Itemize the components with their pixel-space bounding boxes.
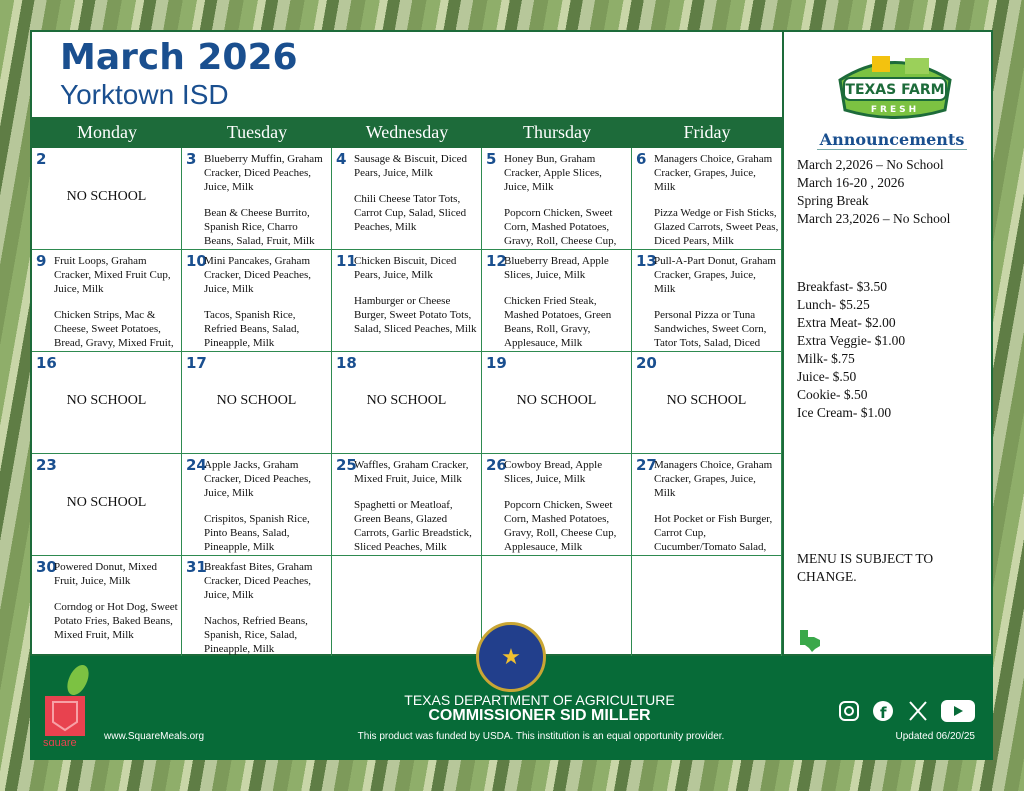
menu-items <box>504 254 630 350</box>
updated-date: Updated 06/20/25 <box>895 731 975 742</box>
day-number: 31 <box>186 558 207 576</box>
menu-items <box>204 152 330 248</box>
day-cell-13 <box>632 250 782 352</box>
texas-icon <box>797 628 993 658</box>
day-number: 30 <box>36 558 57 576</box>
day-number: 19 <box>486 354 507 372</box>
day-number: 18 <box>336 354 357 372</box>
breakfast-menu: Apple Jacks, Graham Cracker, Diced Peaches, Juice, Milk <box>204 459 312 499</box>
breakfast-menu: Mini Pancakes, Graham Cracker, Diced Peaches, Juice, Milk <box>204 255 312 295</box>
day-number: 12 <box>486 252 507 270</box>
menu-items <box>204 254 330 350</box>
day-number: 20 <box>636 354 657 372</box>
menu-items <box>54 560 180 642</box>
day-cell-30 <box>32 556 182 658</box>
breakfast-menu: Chicken Biscuit, Diced Pears, Juice, Milk <box>354 255 457 281</box>
lunch-menu: Chili Cheese Tator Tots, Carrot Cup, Salad, Sliced Peaches, Milk <box>354 193 467 233</box>
breakfast-menu: Waffles, Graham Cracker, Mixed Fruit, Juice, Milk <box>354 459 469 485</box>
menu-items <box>654 254 780 352</box>
page-title: March 2026 <box>60 37 298 78</box>
lunch-menu: Bean & Cheese Burrito, Spanish Rice, Charro Beans, Salad, Fruit, Milk <box>204 207 315 247</box>
menu-items <box>354 254 480 336</box>
no-school-label: NO SCHOOL <box>366 393 447 408</box>
day-number: 17 <box>186 354 207 372</box>
svg-text:FRESH: FRESH <box>870 105 920 115</box>
announcement-item: Spring Break <box>797 193 869 208</box>
day-cell-27 <box>632 454 782 556</box>
breakfast-menu: Managers Choice, Graham Cracker, Grapes, Juice, Milk <box>654 459 773 499</box>
day-cell-6 <box>632 148 782 250</box>
lunch-menu: Corndog or Hot Dog, Sweet Potato Fries, Baked Beans, Mixed Fruit, Milk <box>54 601 178 641</box>
weekday-header <box>32 117 782 148</box>
menu-calendar <box>30 30 993 656</box>
day-cell-24 <box>182 454 332 556</box>
day-cell-10 <box>182 250 332 352</box>
day-cell-31 <box>182 556 332 658</box>
day-cell-4 <box>332 148 482 250</box>
no-school-label: NO SCHOOL <box>66 189 147 204</box>
breakfast-menu: Managers Choice, Graham Cracker, Grapes, Juice, Milk <box>654 153 773 193</box>
day-cell-18 <box>332 352 482 454</box>
day-cell-9 <box>32 250 182 352</box>
day-cell-16 <box>32 352 182 454</box>
empty-cell <box>632 556 782 658</box>
weekday-tuesday: Tuesday <box>226 122 288 142</box>
day-number: 2 <box>36 150 47 168</box>
lunch-menu: Popcorn Chicken, Sweet Corn, Mashed Potatoes, Gravy, Roll, Cheese Cup, Applesauce, Milk <box>504 499 617 553</box>
breakfast-menu: Fruit Loops, Graham Cracker, Mixed Fruit Cup, Juice, Milk <box>54 255 171 295</box>
no-school-label: NO SCHOOL <box>666 393 747 408</box>
day-number: 27 <box>636 456 657 474</box>
day-number: 9 <box>36 252 47 270</box>
lunch-menu: Crispitos, Spanish Rice, Pinto Beans, Salad, Pineapple, Milk <box>204 513 310 553</box>
day-cell-3 <box>182 148 332 250</box>
price-item: Cookie- $.50 <box>797 387 868 402</box>
day-cell-25 <box>332 454 482 556</box>
district-name: Yorktown ISD <box>60 79 229 110</box>
menu-items <box>504 152 630 250</box>
empty-cell <box>332 556 482 658</box>
announcements-list <box>797 156 993 228</box>
price-item: Breakfast- $3.50 <box>797 279 887 294</box>
weekday-thursday: Thursday <box>523 122 591 142</box>
day-cell-5 <box>482 148 632 250</box>
breakfast-menu: Blueberry Muffin, Graham Cracker, Diced Peaches, Juice, Milk <box>204 153 323 193</box>
announcement-item: March 16-20 , 2026 <box>797 175 905 190</box>
breakfast-menu: Breakfast Bites, Graham Cracker, Diced Peaches, Juice, Milk <box>204 561 313 601</box>
lunch-menu: Personal Pizza or Tuna Sandwiches, Sweet Corn, Tator Tots, Salad, Diced <box>654 309 767 349</box>
website-link[interactable]: www.SquareMeals.org <box>104 731 205 742</box>
day-cell-11 <box>332 250 482 352</box>
menu-items <box>354 152 480 234</box>
menu-items <box>354 458 480 554</box>
lunch-menu: Pizza Wedge or Fish Sticks, Glazed Carrots, Sweet Peas, Diced Pears, Milk <box>654 207 779 247</box>
lunch-menu: Tacos, Spanish Rice, Refried Beans, Salad, Pineapple, Milk <box>204 309 300 349</box>
menu-disclaimer: MENU IS SUBJECT TO CHANGE. <box>797 551 934 584</box>
day-number: 23 <box>36 456 57 474</box>
day-number: 6 <box>636 150 647 168</box>
day-number: 3 <box>186 150 197 168</box>
tda-seal: ★ <box>476 622 546 692</box>
facebook-icon[interactable] <box>872 700 894 722</box>
day-cell-17 <box>182 352 332 454</box>
lunch-menu: Hamburger or Cheese Burger, Sweet Potato Tots, Salad, Sliced Peaches, Milk <box>354 295 477 335</box>
price-item: Milk- $.75 <box>797 351 855 366</box>
breakfast-menu: Sausage & Biscuit, Diced Pears, Juice, Milk <box>354 153 468 179</box>
lunch-menu: Hot Pocket or Fish Burger, Carrot Cup, Cucumber/Tomato Salad, <box>654 513 773 553</box>
no-school-label: NO SCHOOL <box>216 393 297 408</box>
weekday-friday: Friday <box>683 122 731 142</box>
no-school-label: NO SCHOOL <box>66 393 147 408</box>
day-number: 10 <box>186 252 207 270</box>
price-item: Ice Cream- $1.00 <box>797 405 892 420</box>
lunch-menu: Chicken Strips, Mac & Cheese, Sweet Potatoes, Bread, Gravy, Mixed Fruit, <box>54 309 174 349</box>
day-cell-19 <box>482 352 632 454</box>
price-list <box>797 278 993 422</box>
day-cell-26 <box>482 454 632 556</box>
price-item: Juice- $.50 <box>797 369 857 384</box>
calendar-grid <box>32 148 782 658</box>
no-school-label: NO SCHOOL <box>516 393 597 408</box>
announcements-title: Announcements <box>817 130 967 150</box>
x-icon[interactable] <box>907 700 929 722</box>
breakfast-menu: Blueberry Bread, Apple Slices, Juice, Milk <box>504 255 609 281</box>
day-cell-12 <box>482 250 632 352</box>
menu-items <box>654 152 780 248</box>
svg-text:TEXAS FARM: TEXAS FARM <box>845 82 945 98</box>
announcement-item: March 23,2026 – No School <box>797 211 951 226</box>
weekday-wednesday: Wednesday <box>365 122 449 142</box>
texas-farm-fresh-logo <box>830 50 960 122</box>
day-cell-20 <box>632 352 782 454</box>
breakfast-menu: Honey Bun, Graham Cracker, Apple Slices, Juice, Milk <box>504 153 602 193</box>
instagram-icon[interactable] <box>838 700 860 722</box>
no-school-label: NO SCHOOL <box>66 495 147 510</box>
menu-items <box>204 560 330 656</box>
breakfast-menu: Cowboy Bread, Apple Slices, Juice, Milk <box>504 459 603 485</box>
menu-items <box>504 458 630 554</box>
lunch-menu: Chicken Fried Steak, Mashed Potatoes, Green Beans, Roll, Gravy, Applesauce, Milk <box>504 295 612 349</box>
announcement-item: March 2,2026 – No School <box>797 157 944 172</box>
calendar-header <box>32 32 782 117</box>
weekday-monday: Monday <box>77 122 137 142</box>
lunch-menu: Spaghetti or Meatloaf, Green Beans, Glazed Carrots, Garlic Breadstick, Sliced Peaches, Milk <box>354 499 472 553</box>
breakfast-menu: Pull-A-Part Donut, Graham Cracker, Grapes, Juice, Milk <box>654 255 776 295</box>
lunch-menu: Popcorn Chicken, Sweet Corn, Mashed Potatoes, Gravy, Roll, Cheese Cup, <box>504 207 617 247</box>
svg-text:f: f <box>880 704 887 722</box>
price-item: Lunch- $5.25 <box>797 297 870 312</box>
day-cell-2 <box>32 148 182 250</box>
sidebar <box>782 32 993 658</box>
commissioner-name: COMMISSIONER SID MILLER <box>428 707 651 724</box>
menu-items <box>654 458 780 556</box>
social-links <box>830 700 975 722</box>
day-number: 16 <box>36 354 57 372</box>
lunch-menu: Nachos, Refried Beans, Spanish, Rice, Salad, Pineapple, Milk <box>204 615 308 655</box>
day-number: 26 <box>486 456 507 474</box>
price-item: Extra Veggie- $1.00 <box>797 333 906 348</box>
menu-items <box>54 254 180 352</box>
day-number: 5 <box>486 150 497 168</box>
day-number: 25 <box>336 456 357 474</box>
menu-items <box>204 458 330 554</box>
day-cell-23 <box>32 454 182 556</box>
youtube-icon[interactable] <box>941 700 975 722</box>
department-name: TEXAS DEPARTMENT OF AGRICULTURE <box>404 692 675 708</box>
day-number: 4 <box>336 150 347 168</box>
footer <box>30 644 993 760</box>
price-item: Extra Meat- $2.00 <box>797 315 896 330</box>
day-number: 13 <box>636 252 657 270</box>
day-number: 11 <box>336 252 357 270</box>
day-number: 24 <box>186 456 207 474</box>
breakfast-menu: Powered Donut, Mixed Fruit, Juice, Milk <box>54 561 157 587</box>
svg-text:square: square <box>43 737 77 746</box>
funding-notice: This product was funded by USDA. This institution is an equal opportunity provider. <box>357 731 725 742</box>
